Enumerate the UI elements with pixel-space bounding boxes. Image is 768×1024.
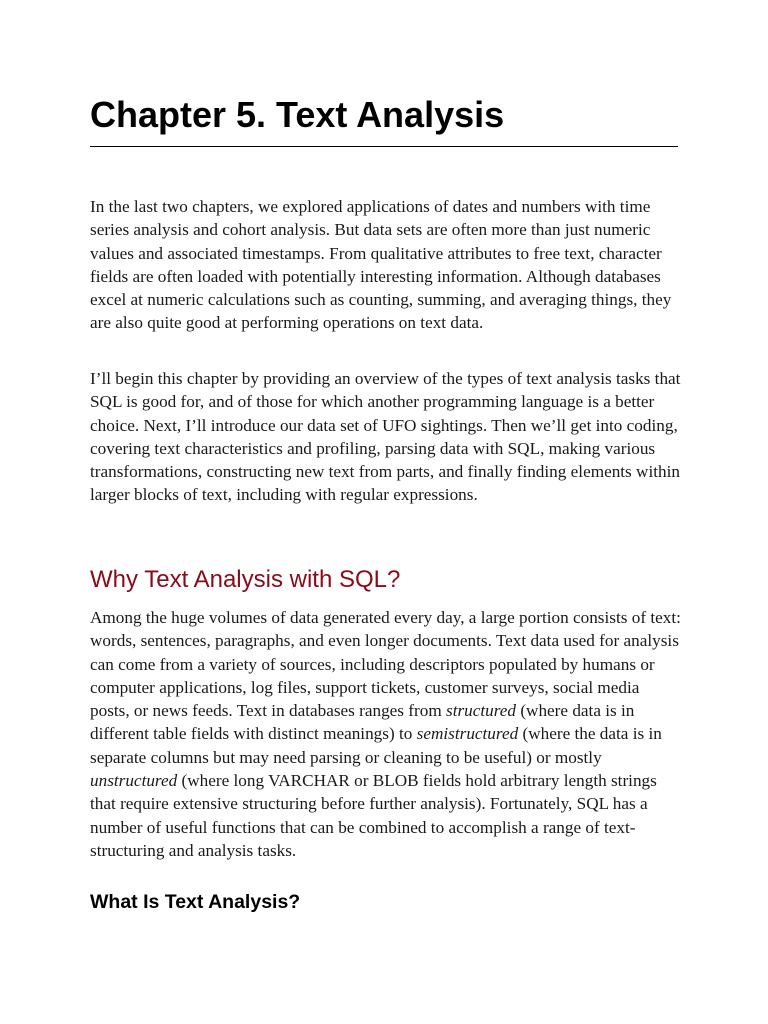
term-unstructured: unstructured [90,771,178,791]
term-structured: structured [446,701,517,721]
section-paragraph-1 [90,606,682,862]
chapter-title: Chapter 5. Text Analysis [90,94,505,135]
intro-paragraph-1: In the last two chapters, we explored applications of dates and numbers with time series analysis and cohort analysis. But data sets are often more than just numeric values and associated timestamps. From qualitative attributes to free text, character fields are often loaded with potentially interesting information. Although databases excel at numeric calculations such as counting, summing, and averaging things, they are also quite good at performing operations on text data. [90,197,672,333]
subsection-heading: What Is Text Analysis? [90,891,301,913]
section-paragraph-text-b: (where data is in different table fields with distinct meanings) to [90,701,635,744]
section-paragraph-text-c: (where the data is in separate columns but may need parsing or cleaning to be useful) or mostly [90,724,662,767]
section-heading: Why Text Analysis with SQL? [90,566,401,593]
section-paragraph-text-a: Among the huge volumes of data generated every day, a large portion consists of text: words, sentences, paragraphs, and even longer documents. Text data used for analysis can come from a variety of sources, including descriptors populated by humans or computer applications, log files, support tickets, customer surveys, social media posts, or news feeds. Text in databases ranges from [90,608,681,721]
title-rule [90,146,678,147]
term-semistructured: semistructured [416,724,519,744]
intro-paragraph-2: I’ll begin this chapter by providing an overview of the types of text analysis tasks that SQL is good for, and of those for which another programming language is a better choice. Next, I’ll introduce our data set of UFO sightings. Then we’ll get into coding, covering text characteristics and profiling, parsing data with SQL, making various transformations, constructing new text from parts, and finally finding elements within larger blocks of text, including with regular expressions. [90,369,681,505]
section-paragraph-text-d: (where long VARCHAR or BLOB fields hold arbitrary length strings that require extensive structuring before further analysis). Fortunately, SQL has a number of useful functions that can be combined to accomplish a range of text-structuring and analysis tasks. [90,771,657,860]
